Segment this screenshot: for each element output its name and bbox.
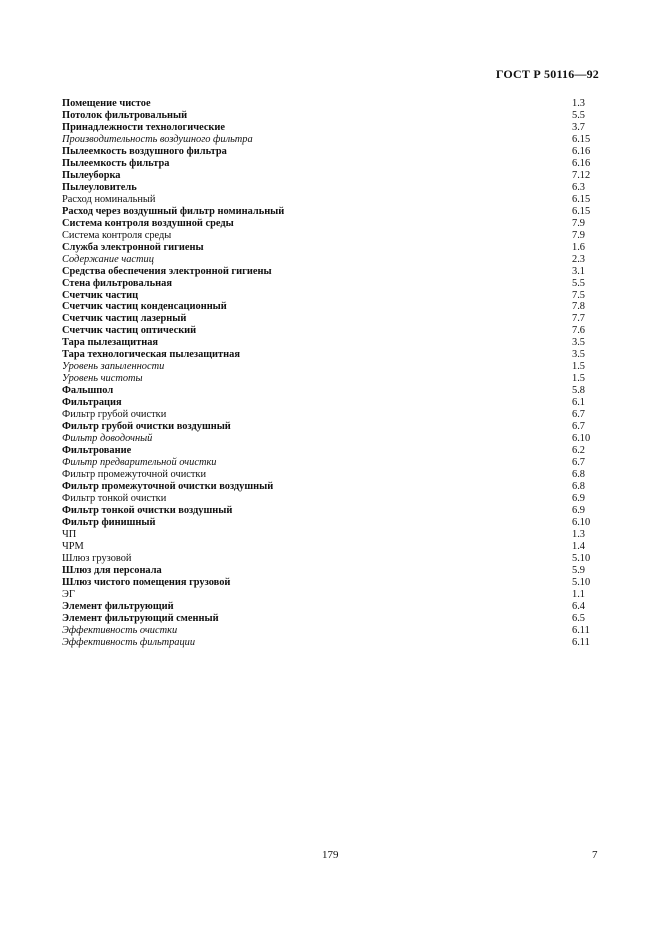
index-entry [62,613,602,625]
index-term: ЧП [62,528,77,540]
index-entry [62,146,602,158]
index-entry [62,517,602,529]
index-reference: 1.1 [572,588,585,600]
index-entry [62,409,602,421]
index-reference: 3.5 [572,337,585,349]
index-entry [62,349,602,361]
index-entry [62,397,602,409]
index-term: Фильтр промежуточной очистки [62,469,207,481]
index-reference: 5.8 [572,385,585,397]
index-entry [62,98,602,110]
index-term: Фильтр тонкой очистки [62,492,167,504]
index-reference: 6.5 [572,612,585,624]
index-term: Фильтр грубой очистки воздушный [62,421,231,433]
index-entry [62,242,602,254]
index-entry [62,529,602,541]
index-term: Шлюз для персонала [62,564,162,576]
index-term: Элемент фильтрующий [62,600,174,612]
index-entry [62,206,602,218]
index-reference: 6.9 [572,492,585,504]
index-entry [62,301,602,313]
index-term: Фильтр финишный [62,516,156,528]
index-reference: 6.10 [572,433,591,445]
index-reference: 6.16 [572,157,591,169]
index-reference: 3.1 [572,265,585,277]
index-term: Фильтр грубой очистки [62,409,167,421]
index-term: Стена фильтровальная [62,277,172,289]
index-term: Пылеемкость фильтра [62,157,170,169]
index-entry [62,254,602,266]
index-term: Эффективность фильтрации [62,636,196,648]
index-reference: 6.7 [572,457,585,469]
index-term: Фильтрование [62,445,132,457]
index-entry [62,541,602,553]
index-term: Потолок фильтровальный [62,109,188,121]
index-reference: 7.9 [572,229,585,241]
index-term: Фильтр предварительной очистки [62,457,217,469]
index-term: Счетчик частиц конденсационный [62,301,227,313]
index-reference: 6.3 [572,181,585,193]
index-reference: 6.16 [572,145,591,157]
index-reference: 6.2 [572,445,585,457]
index-entry [62,445,602,457]
page-number-center: 179 [322,849,339,861]
index-term: Расход номинальный [62,193,156,205]
index-entry [62,601,602,613]
index-entry [62,313,602,325]
index-term: Пылеуборка [62,169,121,181]
index-reference: 7.9 [572,217,585,229]
index-term: Фильтр тонкой очистки воздушный [62,504,233,516]
index-term: Принадлежности технологические [62,121,226,133]
index-reference: 7.12 [572,169,591,181]
index-entry [62,230,602,242]
index-reference: 1.6 [572,241,585,253]
index-entry [62,134,602,146]
index-reference: 6.15 [572,193,591,205]
index-reference: 6.8 [572,469,585,481]
index-term: Пылеуловитель [62,181,137,193]
index-entry [62,565,602,577]
index-reference: 6.7 [572,409,585,421]
index-term: Тара пылезащитная [62,337,159,349]
index-entry [62,337,602,349]
index-reference: 6.1 [572,397,585,409]
index-entry [62,457,602,469]
index-reference: 5.9 [572,564,585,576]
index-reference: 5.10 [572,576,591,588]
index-entry [62,433,602,445]
index-term: Содержание частиц [62,253,154,265]
index-term: Помещение чистое [62,98,151,109]
index-reference: 7.6 [572,325,585,337]
index-entry [62,325,602,337]
index-reference: 6.11 [572,636,590,648]
index-reference: 2.3 [572,253,585,265]
index-term: Счетчик частиц [62,289,139,301]
index-term: Система контроля воздушной среды [62,217,234,229]
index-reference: 6.11 [572,624,590,636]
index-term: Фальшпол [62,385,114,397]
index-reference: 3.7 [572,121,585,133]
index-term: Шлюз грузовой [62,552,132,564]
index-reference: 3.5 [572,349,585,361]
index-term: Пылеемкость воздушного фильтра [62,145,227,157]
index-term: Уровень чистоты [62,373,143,385]
index-reference: 5.5 [572,109,585,121]
index-term: Средства обеспечения электронной гигиены [62,265,272,277]
index-entry [62,577,602,589]
index-entry [62,278,602,290]
index-term: Эффективность очистки [62,624,178,636]
index-reference: 5.10 [572,552,591,564]
index-entry [62,421,602,433]
index-reference: 6.4 [572,600,585,612]
index-entry [62,218,602,230]
index-entry [62,481,602,493]
document-header: ГОСТ Р 50116—92 [495,67,599,81]
index-term: Фильтр промежуточной очистки воздушный [62,481,274,492]
index-term: ЭГ [62,588,75,600]
index-term: Уровень запыленности [62,361,165,373]
index-term: Служба электронной гигиены [62,241,204,253]
index-reference: 6.15 [572,205,591,217]
index-entry [62,469,602,481]
index-term: Счетчик частиц оптический [62,325,197,337]
index-entry [62,266,602,278]
index-reference: 5.5 [572,277,585,289]
index-term: Система контроля среды [62,229,172,241]
index-reference: 7.8 [572,301,585,313]
index-entry [62,110,602,122]
index-reference: 6.7 [572,421,585,433]
index-reference: 1.3 [572,98,585,109]
index-term: Фильтрация [62,397,122,409]
index-reference: 6.15 [572,133,591,145]
index-term: Счетчик частиц лазерный [62,313,187,325]
index-term: Фильтр доводочный [62,433,153,445]
page-number-right: 7 [592,849,598,861]
index-entry [62,194,602,206]
index-entry [62,589,602,601]
index-reference: 1.3 [572,528,585,540]
index-entry [62,385,602,397]
index-term: Расход через воздушный фильтр номинальный [62,205,285,217]
index-entry [62,505,602,517]
index-reference: 7.5 [572,289,585,301]
index-entry [62,158,602,170]
index-entry [62,290,602,302]
index-reference: 1.5 [572,361,585,373]
index-entry [62,373,602,385]
index-entry [62,625,602,637]
index-reference: 6.8 [572,481,585,492]
index-entry [62,493,602,505]
index-entry [62,170,602,182]
index-term: Производительность воздушного фильтра [62,133,253,145]
index-term: ЧРМ [62,540,84,552]
index-entry [62,182,602,194]
index-reference: 1.5 [572,373,585,385]
index-reference: 6.9 [572,504,585,516]
index-term: Шлюз чистого помещения грузовой [62,576,231,588]
index-term: Тара технологическая пылезащитная [62,349,240,361]
index-reference: 6.10 [572,516,591,528]
index-reference: 7.7 [572,313,585,325]
index-reference: 1.4 [572,540,585,552]
index-term: Элемент фильтрующий сменный [62,612,219,624]
index-entry [62,361,602,373]
index-entry [62,122,602,134]
index-entry [62,553,602,565]
term-index [62,98,602,649]
index-entry [62,637,602,649]
